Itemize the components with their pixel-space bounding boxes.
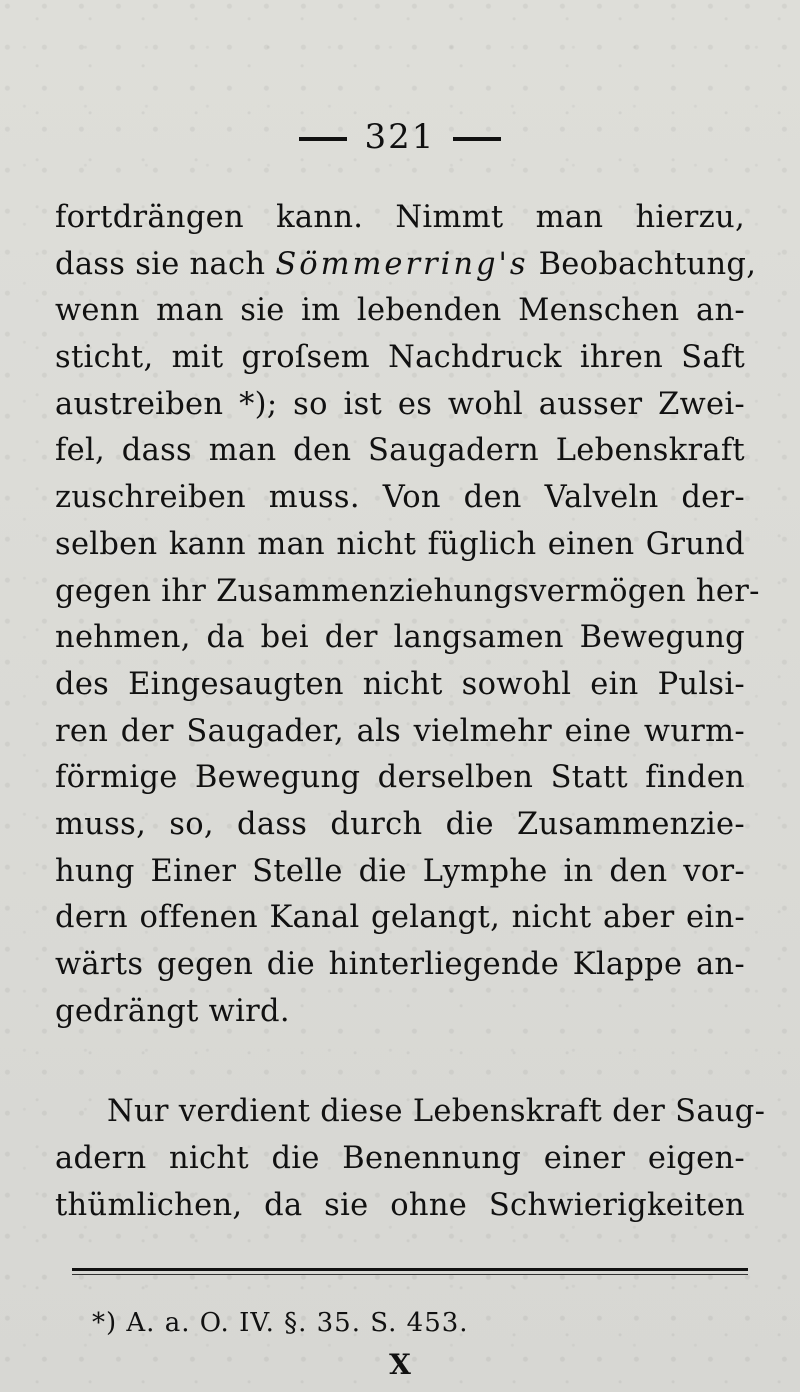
text-line: selben kann man nicht füglich einen Grund — [55, 526, 745, 562]
right-dash — [453, 137, 501, 141]
text-line: förmige Bewegung derselben Statt finden — [55, 760, 745, 796]
text-line: adern nicht die Benennung einer eigen- — [55, 1141, 745, 1177]
text-line: muss, so, dass durch die Zusammenzie- — [55, 806, 745, 842]
text-line: nehmen, da bei der langsamen Bewegung — [55, 620, 745, 656]
text-line: fortdrängen kann. Nimmt man hierzu, — [55, 200, 745, 235]
text-fragment: dass sie nach — [55, 246, 276, 282]
text-line: hung Einer Stelle die Lymphe in den vor- — [55, 853, 745, 889]
text-line — [55, 242, 757, 289]
text-line: wenn man sie im lebenden Menschen an- — [55, 293, 745, 329]
text-line: sticht, mit groſsem Nachdruck ihren Saft — [55, 340, 745, 376]
text-line: fel, dass man den Saugadern Lebenskraft — [55, 433, 745, 469]
author-name: Sömmerring's — [275, 246, 529, 282]
text-line: wärts gegen die hinterliegende Klappe an- — [55, 947, 745, 982]
text-line: dern offenen Kanal gelangt, nicht aber ein- — [55, 900, 745, 936]
text-line: gegen ihr Zusammenziehungsvermögen her- — [55, 573, 760, 609]
text-line: ren der Saugader, als vielmehr eine wurm- — [55, 713, 745, 749]
left-dash — [299, 137, 347, 141]
paragraph-gap — [55, 1035, 745, 1089]
text-line: Nur verdient diese Lebenskraft der Saug- — [107, 1094, 766, 1130]
text-fragment: Beobachtung, — [528, 246, 757, 282]
signature-mark: X — [389, 1348, 411, 1381]
text-line: thümlichen, da sie ohne Schwierigkeiten — [55, 1187, 745, 1223]
footnote-rule-thin — [72, 1274, 748, 1275]
page-number: 321 — [364, 117, 436, 157]
footnote-rule — [72, 1268, 748, 1271]
footnote: *) A. a. O. IV. §. 35. S. 453. — [92, 1308, 469, 1338]
text-line: des Eingesaugten nicht sowohl ein Pulsi- — [55, 666, 745, 702]
text-line: zuschreiben muss. Von den Valveln der- — [55, 480, 745, 516]
text-line: austreiben *); so ist es wohl ausser Zwei- — [55, 386, 745, 422]
running-head — [0, 117, 800, 157]
body-text — [55, 195, 766, 1229]
text-line: gedrängt wird. — [55, 993, 290, 1029]
